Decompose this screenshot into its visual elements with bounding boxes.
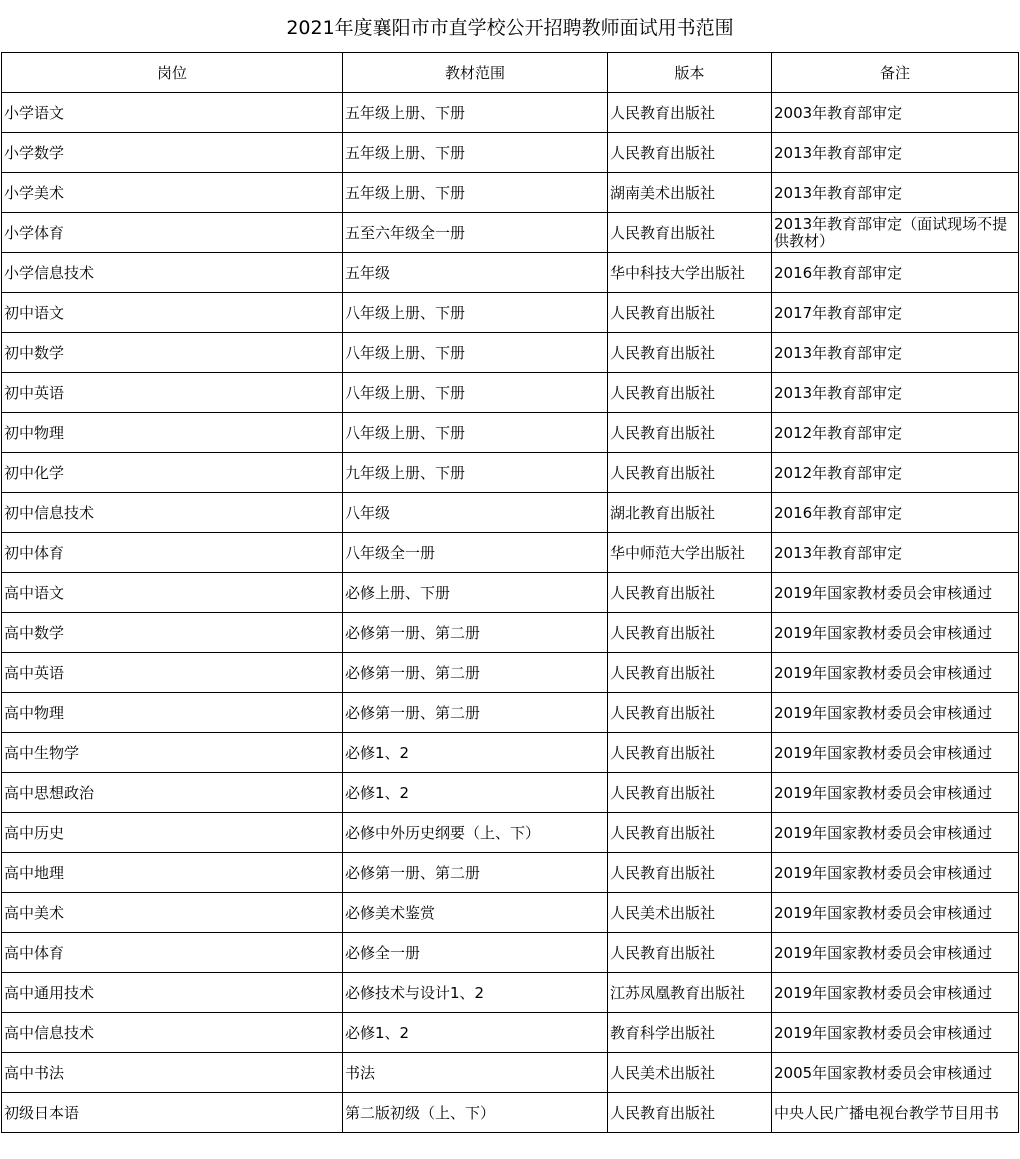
cell-remarks: 2003年教育部审定 — [772, 93, 1019, 133]
cell-position: 高中物理 — [2, 693, 343, 733]
cell-textbook-scope: 必修上册、下册 — [343, 573, 608, 613]
header-textbook-scope: 教材范围 — [343, 53, 608, 93]
cell-remarks: 2019年国家教材委员会审核通过 — [772, 853, 1019, 893]
table-row — [2, 93, 1019, 133]
cell-remarks: 2019年国家教材委员会审核通过 — [772, 813, 1019, 853]
cell-edition: 人民教育出版社 — [608, 293, 772, 333]
table-row — [2, 253, 1019, 293]
cell-remarks: 2013年教育部审定 — [772, 533, 1019, 573]
cell-remarks: 2005年国家教材委员会审核通过 — [772, 1053, 1019, 1093]
cell-edition: 人民教育出版社 — [608, 413, 772, 453]
cell-edition: 教育科学出版社 — [608, 1013, 772, 1053]
cell-edition: 华中科技大学出版社 — [608, 253, 772, 293]
cell-edition: 湖北教育出版社 — [608, 493, 772, 533]
cell-position: 高中通用技术 — [2, 973, 343, 1013]
cell-textbook-scope: 必修第一册、第二册 — [343, 613, 608, 653]
cell-edition: 人民教育出版社 — [608, 693, 772, 733]
cell-textbook-scope: 必修第一册、第二册 — [343, 853, 608, 893]
cell-remarks: 2016年教育部审定 — [772, 493, 1019, 533]
cell-textbook-scope: 八年级全一册 — [343, 533, 608, 573]
header-position: 岗位 — [2, 53, 343, 93]
cell-textbook-scope: 必修1、2 — [343, 1013, 608, 1053]
cell-textbook-scope: 必修美术鉴赏 — [343, 893, 608, 933]
table-row — [2, 533, 1019, 573]
cell-remarks: 2013年教育部审定 — [772, 133, 1019, 173]
cell-textbook-scope: 书法 — [343, 1053, 608, 1093]
cell-remarks: 2016年教育部审定 — [772, 253, 1019, 293]
cell-position: 高中数学 — [2, 613, 343, 653]
cell-edition: 江苏凤凰教育出版社 — [608, 973, 772, 1013]
header-edition: 版本 — [608, 53, 772, 93]
cell-textbook-scope: 五年级上册、下册 — [343, 133, 608, 173]
cell-edition: 华中师范大学出版社 — [608, 533, 772, 573]
cell-edition: 湖南美术出版社 — [608, 173, 772, 213]
cell-position: 高中思想政治 — [2, 773, 343, 813]
cell-position: 初中信息技术 — [2, 493, 343, 533]
cell-position: 高中信息技术 — [2, 1013, 343, 1053]
cell-textbook-scope: 八年级 — [343, 493, 608, 533]
table-row — [2, 893, 1019, 933]
cell-edition: 人民教育出版社 — [608, 133, 772, 173]
cell-position: 初中体育 — [2, 533, 343, 573]
table-row — [2, 813, 1019, 853]
header-remarks: 备注 — [772, 53, 1019, 93]
cell-position: 小学信息技术 — [2, 253, 343, 293]
cell-edition: 人民教育出版社 — [608, 853, 772, 893]
cell-edition: 人民教育出版社 — [608, 1093, 772, 1133]
cell-remarks: 2019年国家教材委员会审核通过 — [772, 1013, 1019, 1053]
cell-remarks: 2019年国家教材委员会审核通过 — [772, 733, 1019, 773]
cell-edition: 人民教育出版社 — [608, 773, 772, 813]
cell-edition: 人民教育出版社 — [608, 653, 772, 693]
table-row — [2, 293, 1019, 333]
cell-textbook-scope: 八年级上册、下册 — [343, 373, 608, 413]
cell-textbook-scope: 五年级上册、下册 — [343, 173, 608, 213]
cell-edition: 人民教育出版社 — [608, 573, 772, 613]
cell-remarks: 2013年教育部审定 — [772, 333, 1019, 373]
cell-remarks: 2019年国家教材委员会审核通过 — [772, 893, 1019, 933]
cell-edition: 人民教育出版社 — [608, 813, 772, 853]
cell-position: 小学数学 — [2, 133, 343, 173]
table-header-row — [2, 53, 1019, 93]
cell-textbook-scope: 必修1、2 — [343, 773, 608, 813]
cell-remarks: 2017年教育部审定 — [772, 293, 1019, 333]
cell-position: 小学语文 — [2, 93, 343, 133]
cell-edition: 人民美术出版社 — [608, 893, 772, 933]
cell-remarks: 2013年教育部审定 — [772, 373, 1019, 413]
table-row — [2, 453, 1019, 493]
table-row — [2, 573, 1019, 613]
table-row — [2, 653, 1019, 693]
table-row — [2, 933, 1019, 973]
table-row — [2, 973, 1019, 1013]
cell-textbook-scope: 必修第一册、第二册 — [343, 653, 608, 693]
cell-remarks: 中央人民广播电视台教学节目用书 — [772, 1093, 1019, 1133]
cell-edition: 人民教育出版社 — [608, 733, 772, 773]
cell-textbook-scope: 第二版初级（上、下） — [343, 1093, 608, 1133]
cell-edition: 人民教育出版社 — [608, 333, 772, 373]
table-row — [2, 333, 1019, 373]
table-row — [2, 413, 1019, 453]
cell-remarks: 2019年国家教材委员会审核通过 — [772, 773, 1019, 813]
cell-textbook-scope: 九年级上册、下册 — [343, 453, 608, 493]
cell-textbook-scope: 五年级上册、下册 — [343, 93, 608, 133]
cell-textbook-scope: 八年级上册、下册 — [343, 333, 608, 373]
cell-textbook-scope: 必修1、2 — [343, 733, 608, 773]
cell-remarks: 2019年国家教材委员会审核通过 — [772, 573, 1019, 613]
table-row — [2, 853, 1019, 893]
cell-edition: 人民教育出版社 — [608, 373, 772, 413]
cell-position: 高中地理 — [2, 853, 343, 893]
cell-edition: 人民教育出版社 — [608, 213, 772, 253]
table-row — [2, 1093, 1019, 1133]
cell-textbook-scope: 必修第一册、第二册 — [343, 693, 608, 733]
cell-position: 高中英语 — [2, 653, 343, 693]
cell-remarks: 2012年教育部审定 — [772, 413, 1019, 453]
textbook-table — [1, 52, 1019, 1133]
cell-position: 初中物理 — [2, 413, 343, 453]
table-row — [2, 493, 1019, 533]
table-row — [2, 1013, 1019, 1053]
cell-remarks: 2012年教育部审定 — [772, 453, 1019, 493]
cell-edition: 人民美术出版社 — [608, 1053, 772, 1093]
cell-position: 小学美术 — [2, 173, 343, 213]
cell-position: 高中生物学 — [2, 733, 343, 773]
table-row — [2, 133, 1019, 173]
cell-edition: 人民教育出版社 — [608, 93, 772, 133]
table-row — [2, 733, 1019, 773]
cell-textbook-scope: 八年级上册、下册 — [343, 293, 608, 333]
cell-remarks: 2019年国家教材委员会审核通过 — [772, 933, 1019, 973]
cell-position: 初中化学 — [2, 453, 343, 493]
cell-position: 初中语文 — [2, 293, 343, 333]
cell-remarks: 2019年国家教材委员会审核通过 — [772, 973, 1019, 1013]
cell-position: 高中书法 — [2, 1053, 343, 1093]
cell-textbook-scope: 五至六年级全一册 — [343, 213, 608, 253]
cell-remarks: 2019年国家教材委员会审核通过 — [772, 693, 1019, 733]
table-row — [2, 173, 1019, 213]
cell-edition: 人民教育出版社 — [608, 933, 772, 973]
cell-remarks: 2019年国家教材委员会审核通过 — [772, 613, 1019, 653]
table-body — [2, 93, 1019, 1133]
cell-textbook-scope: 八年级上册、下册 — [343, 413, 608, 453]
table-row — [2, 373, 1019, 413]
cell-position: 小学体育 — [2, 213, 343, 253]
cell-position: 初中英语 — [2, 373, 343, 413]
cell-textbook-scope: 必修中外历史纲要（上、下） — [343, 813, 608, 853]
table-row — [2, 1053, 1019, 1093]
cell-position: 高中语文 — [2, 573, 343, 613]
cell-remarks: 2019年国家教材委员会审核通过 — [772, 653, 1019, 693]
cell-position: 初级日本语 — [2, 1093, 343, 1133]
cell-position: 初中数学 — [2, 333, 343, 373]
cell-edition: 人民教育出版社 — [608, 453, 772, 493]
page-title: 2021年度襄阳市市直学校公开招聘教师面试用书范围 — [286, 17, 734, 39]
table-row — [2, 693, 1019, 733]
cell-position: 高中历史 — [2, 813, 343, 853]
cell-textbook-scope: 必修技术与设计1、2 — [343, 973, 608, 1013]
table-row — [2, 773, 1019, 813]
cell-edition: 人民教育出版社 — [608, 613, 772, 653]
cell-textbook-scope: 必修全一册 — [343, 933, 608, 973]
table-row — [2, 613, 1019, 653]
cell-remarks: 2013年教育部审定 — [772, 173, 1019, 213]
cell-remarks: 2013年教育部审定（面试现场不提供教材） — [772, 213, 1019, 253]
table-row — [2, 213, 1019, 253]
cell-position: 高中美术 — [2, 893, 343, 933]
cell-position: 高中体育 — [2, 933, 343, 973]
cell-textbook-scope: 五年级 — [343, 253, 608, 293]
